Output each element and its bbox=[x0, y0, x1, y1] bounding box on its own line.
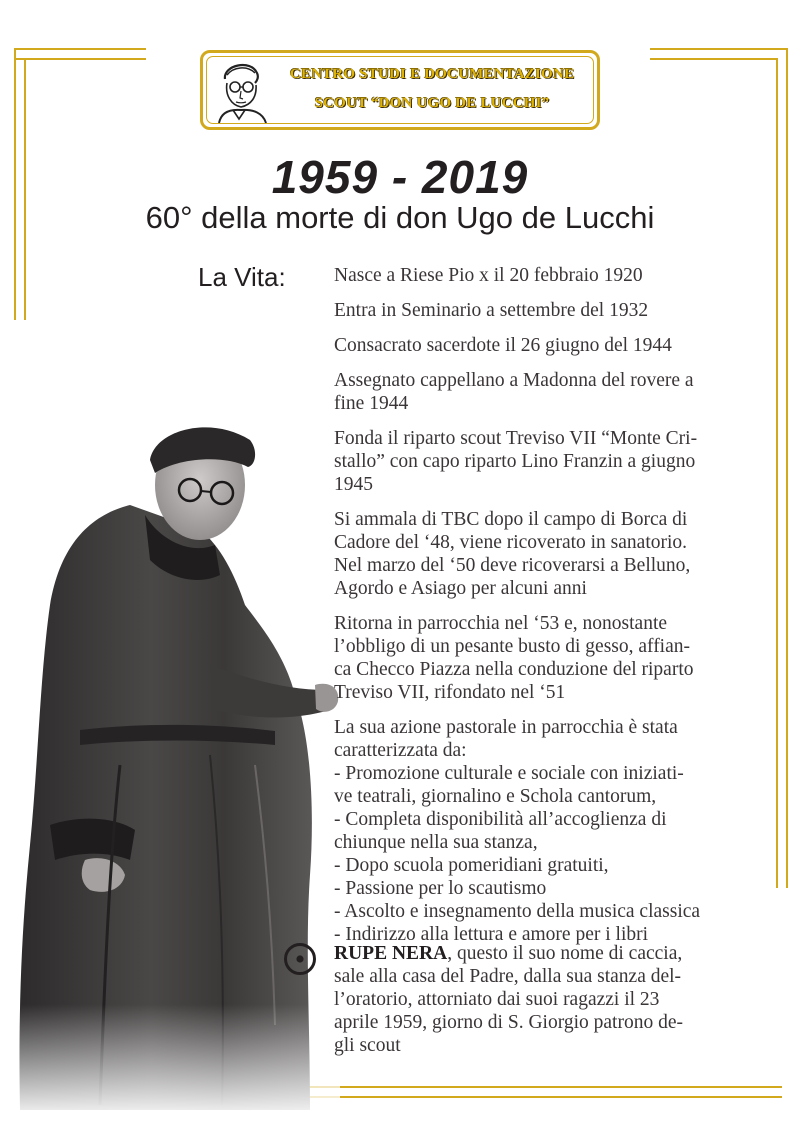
death-note-line: l’oratorio, attorniato dai suoi ragazzi il 23 bbox=[334, 989, 660, 1010]
life-event-line: 1945 bbox=[334, 474, 373, 495]
frame-top-left-line bbox=[14, 48, 146, 50]
life-event-line: chiunque nella sua stanza, bbox=[334, 832, 538, 853]
life-event-line: caratterizzata da: bbox=[334, 740, 467, 761]
death-note-first-line-rest: , questo il suo nome di caccia, bbox=[447, 943, 683, 964]
life-event-line: - Promozione culturale e sociale con iniziati- bbox=[334, 763, 684, 784]
death-note-line: gli scout bbox=[334, 1035, 401, 1056]
portrait-sketch-icon bbox=[211, 57, 271, 123]
life-event-line: fine 1944 bbox=[334, 393, 409, 414]
life-event-line: Nel marzo del ‘50 deve ricoverarsi a Belluno, bbox=[334, 555, 691, 576]
anniversary-years: 1959 - 2019 bbox=[271, 151, 529, 203]
life-event bbox=[334, 369, 750, 415]
life-event bbox=[334, 508, 750, 600]
life-event-line: Entra in Seminario a settembre del 1932 bbox=[334, 300, 649, 321]
trail-sign-home-icon bbox=[283, 942, 317, 976]
life-event-line: ca Checco Piazza nella conduzione del riparto bbox=[334, 659, 694, 680]
life-event-line: stallo” con capo riparto Lino Franzin a giugno bbox=[334, 451, 696, 472]
life-event-line: Si ammala di TBC dopo il campo di Borca di bbox=[334, 509, 688, 530]
organization-name-line1: CENTRO STUDI E DOCUMENTAZIONE bbox=[289, 66, 575, 82]
life-event-line: Ritorna in parrocchia nel ‘53 e, nonostante bbox=[334, 613, 668, 634]
priest-photo bbox=[10, 405, 340, 1110]
death-note-line: aprile 1959, giorno di S. Giorgio patrono de- bbox=[334, 1012, 683, 1033]
life-event bbox=[334, 334, 750, 357]
life-event-line: Consacrato sacerdote il 26 giugno del 1944 bbox=[334, 335, 672, 356]
life-event-line: ve teatrali, giornalino e Schola cantorum, bbox=[334, 786, 657, 807]
hunting-name: RUPE NERA bbox=[334, 943, 448, 964]
life-event-line: Treviso VII, rifondato nel ‘51 bbox=[334, 682, 566, 703]
organization-header bbox=[200, 50, 600, 130]
life-event-line: - Completa disponibilità all’accoglienza di bbox=[334, 809, 667, 830]
life-event bbox=[334, 264, 750, 287]
frame-top-right-line-2 bbox=[650, 58, 778, 60]
death-note-line: sale alla casa del Padre, dalla sua stanza del- bbox=[334, 966, 682, 987]
frame-top-right-line bbox=[650, 48, 788, 50]
life-event-line: Fonda il riparto scout Treviso VII “Monte Cri- bbox=[334, 428, 698, 449]
death-note-first-line bbox=[334, 942, 754, 965]
life-event-line: l’obbligo di un pesante busto di gesso, affian- bbox=[334, 636, 690, 657]
frame-top-left-line-2 bbox=[14, 58, 146, 60]
anniversary-subtitle: 60° della morte di don Ugo de Lucchi bbox=[145, 200, 655, 235]
life-event-line: - Indirizzo alla lettura e amore per i libri bbox=[334, 924, 649, 945]
organization-name-line2: SCOUT “DON UGO DE LUCCHI” bbox=[314, 95, 550, 111]
life-event-line: Cadore del ‘48, viene ricoverato in sanatorio. bbox=[334, 532, 688, 553]
life-event bbox=[334, 612, 750, 704]
life-events-list bbox=[334, 264, 750, 958]
life-event-line: Assegnato cappellano a Madonna del rovere a bbox=[334, 370, 694, 391]
life-event bbox=[334, 427, 750, 496]
life-event-line: Agordo e Asiago per alcuni anni bbox=[334, 578, 587, 599]
life-event-line: - Dopo scuola pomeridiani gratuiti, bbox=[334, 855, 609, 876]
death-note bbox=[334, 942, 754, 1057]
life-event-line: - Passione per lo scautismo bbox=[334, 878, 547, 899]
life-event-line: Nasce a Riese Pio x il 20 febbraio 1920 bbox=[334, 265, 643, 286]
life-event bbox=[334, 299, 750, 322]
life-event bbox=[334, 716, 750, 946]
life-event-line: La sua azione pastorale in parrocchia è stata bbox=[334, 717, 678, 738]
vita-section-label: La Vita: bbox=[198, 262, 286, 292]
life-event-line: - Ascolto e insegnamento della musica classica bbox=[334, 901, 701, 922]
